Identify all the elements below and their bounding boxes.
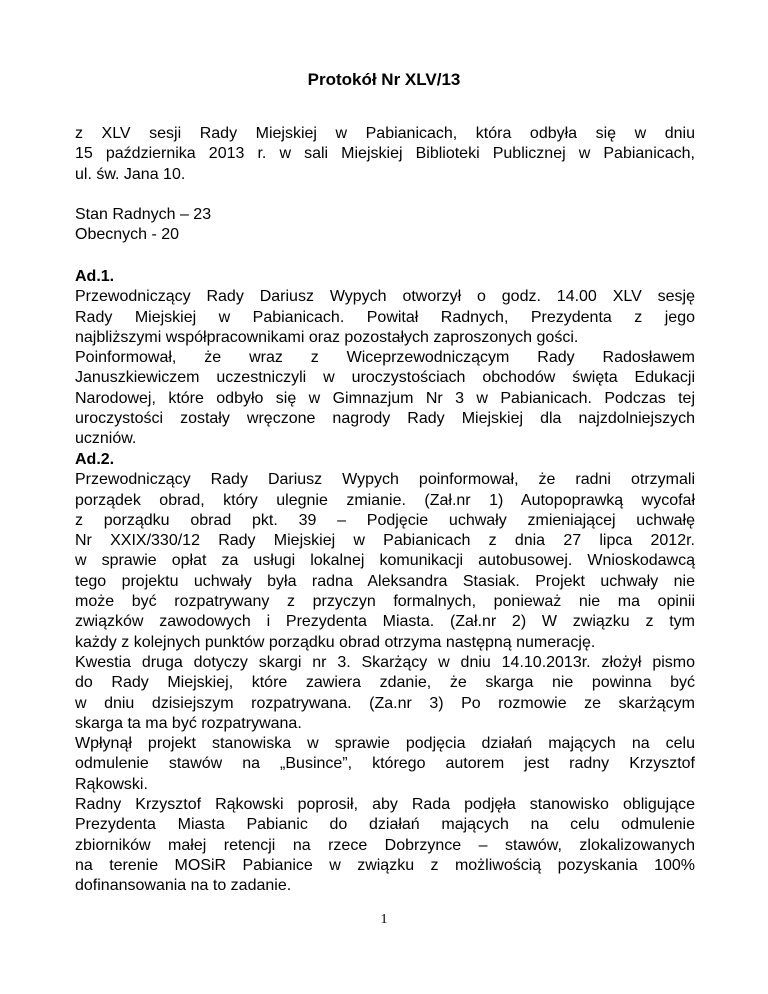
ad2-line: Kwestia druga dotyczy skargi nr 3. Skarżący w dniu 14.10.2013r. złożył pismo (75, 653, 695, 671)
ad2-line: Nr XXIX/330/12 Rady Miejskiej w Pabianicach z dnia 27 lipca 2012r. (75, 532, 695, 550)
ad2-line: każdy z kolejnych punktów porządku obrad otrzyma następną numerację. (75, 633, 596, 651)
ad2-line: skarga ta ma być rozpatrywana. (75, 714, 302, 732)
rakowski-line: Prezydenta Miasta Pabianic do działań mających na celu odmulenie (75, 816, 695, 834)
ad2-line: porządek obrad, który ulegnie zmianie. (Zał.nr 1) Autopoprawką wycofał (75, 491, 695, 509)
ad1-heading: Ad.1. (75, 268, 115, 285)
ad2-section (75, 450, 695, 795)
ad1-line: uroczystości zostały wręczone nagrody Rady Miejskiej dla najzdolniejszych (75, 410, 695, 428)
ad2-line: odmulenie stawów na „Busince”, którego autorem jest radny Krzysztof (75, 755, 695, 773)
rakowski-paragraph (75, 795, 695, 896)
ad2-heading: Ad.2. (75, 451, 115, 468)
ad2-line: może być rozpatrywany z przyczyn formalnych, ponieważ nie ma opinii (75, 593, 695, 611)
ad1-line: Januszkiewiczem uczestniczyli w uroczystościach obchodów święta Edukacji (75, 369, 695, 387)
rakowski-line: zbiorników małej retencji na rzece Dobrzynce – stawów, zlokalizowanych (75, 836, 695, 854)
ad2-line: w dniu dzisiejszym rozpatrywana. (Za.nr 3) Po rozmowie ze skarżącym (75, 694, 695, 712)
page-number: 1 (380, 912, 388, 927)
ad1-section (75, 267, 695, 450)
ad2-line: w sprawie opłat za usługi lokalnej komunikacji autobusowej. Wnioskodawcą (75, 552, 695, 570)
ad1-line: Rady Miejskiej w Pabianicach. Powitał Radnych, Prezydenta z jego (75, 308, 695, 326)
ad1-line: Przewodniczący Rady Dariusz Wypych otworzył o godz. 14.00 XLV sesję (75, 288, 695, 306)
ad2-line: Rąkowski. (75, 775, 148, 793)
intro-line: z XLV sesji Rady Miejskiej w Pabianicach, która odbyła się w dniu (75, 125, 695, 142)
ad2-line: tego projektu uchwały była radna Aleksandra Stasiak. Projekt uchwały nie (75, 572, 695, 590)
attendance-paragraph (75, 205, 695, 246)
ad2-line: związków zawodowych i Prezydenta Miasta. (Zał.nr 2) W związku z tym (75, 613, 695, 631)
document-title: Protokół Nr XLV/13 (307, 70, 461, 89)
rakowski-line: Radny Krzysztof Rąkowski poprosił, aby Rada podjęła stanowisko obligujące (75, 796, 695, 813)
ad1-line: Poinformował, że wraz z Wiceprzewodniczącym Rady Radosławem (75, 349, 695, 367)
rakowski-line: dofinansowania na to zadanie. (75, 877, 292, 895)
ad2-line: Przewodniczący Rady Dariusz Wypych poinformował, że radni otrzymali (75, 471, 695, 489)
ad2-line: z porządku obrad pkt. 39 – Podjęcie uchwały zmieniającej uchwałę (75, 511, 695, 529)
intro-line: ul. św. Jana 10. (75, 165, 186, 183)
ad2-line: Wpłynął projekt stanowiska w sprawie podjęcia działań mających na celu (75, 735, 695, 753)
rakowski-line: na terenie MOSiR Pabianice w związku z możliwością pozyskania 100% (75, 856, 695, 874)
ad2-line: do Rady Miejskiej, które zawiera zdanie, że skarga nie powinna być (75, 674, 695, 692)
attendance-total: Stan Radnych – 23 (75, 206, 212, 223)
intro-paragraph (75, 124, 695, 185)
intro-line: 15 października 2013 r. w sali Miejskiej Biblioteki Publicznej w Pabianicach, (75, 145, 695, 163)
ad1-line: Narodowej, które odbyło się w Gimnazjum Nr 3 w Pabianicach. Podczas tej (75, 389, 695, 407)
attendance-present: Obecnych - 20 (75, 226, 180, 244)
ad1-line: najbliższymi współpracownikami oraz pozostałych zaproszonych gości. (75, 328, 579, 346)
ad1-line: uczniów. (75, 430, 137, 448)
